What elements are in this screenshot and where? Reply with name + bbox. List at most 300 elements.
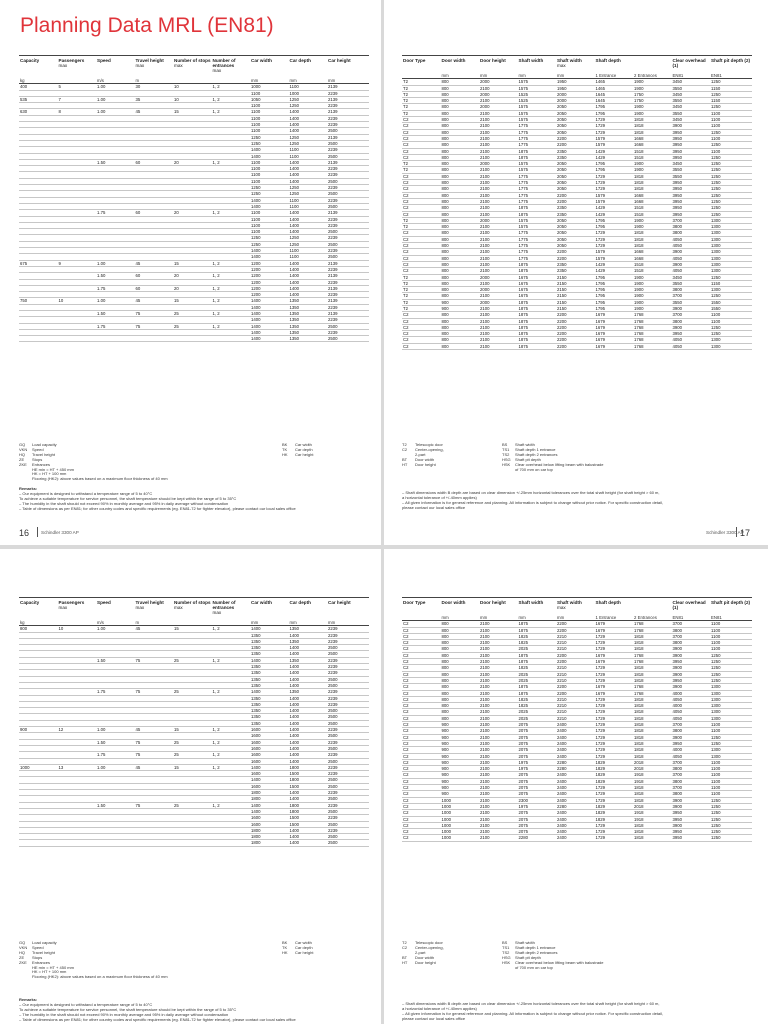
- table-cell: 1100: [710, 728, 752, 734]
- column-unit: mm: [556, 70, 595, 79]
- table-cell: 2500: [327, 676, 369, 682]
- table-cell: 800: [441, 79, 480, 85]
- table-cell: 1250: [710, 167, 752, 173]
- table-cell: 1795: [595, 104, 634, 110]
- table-cell: 900: [441, 778, 480, 784]
- table-cell: 2239: [327, 764, 369, 770]
- table-cell: 2210: [556, 703, 595, 709]
- remark-line: To achieve a suitable temperature for service personnel, the shaft temperature should be kept within the range of 5 to 35°C: [19, 1007, 237, 1012]
- table-cell: 1300: [710, 684, 752, 690]
- page-19: [384, 549, 768, 1024]
- table-cell: 2100: [479, 261, 518, 267]
- table-cell: 2100: [479, 85, 518, 91]
- table-cell: 1575: [518, 79, 557, 85]
- table-cell: 2210: [556, 633, 595, 639]
- table-cell: 800: [441, 621, 480, 627]
- column-unit: mm: [479, 612, 518, 621]
- table-cell: C2: [402, 829, 441, 835]
- table-cell: 800: [441, 110, 480, 116]
- table-cell: 1150: [710, 98, 752, 104]
- legend-value: Clear overhead below lifting beam with balustrade: [515, 959, 604, 965]
- table-cell: 60: [135, 159, 174, 165]
- table-cell: 2400: [556, 810, 595, 816]
- table-cell: 2239: [327, 329, 369, 335]
- table-cell: 2000: [479, 274, 518, 280]
- table-cell: 1400: [289, 159, 328, 165]
- table-cell: 1729: [595, 236, 634, 242]
- legend-row: [402, 463, 444, 468]
- table-cell: 2139: [327, 210, 369, 216]
- table-cell: 3800: [672, 778, 711, 784]
- table-cell: 1.00: [96, 626, 135, 632]
- table-cell: 3900: [672, 822, 711, 828]
- column-unit: 2 Entrances: [633, 70, 672, 79]
- column-unit: mm: [518, 612, 557, 621]
- table-cell: 2350: [556, 154, 595, 160]
- legend-doors: [402, 941, 444, 966]
- table-cell: 45: [135, 298, 174, 304]
- table-cell: 1400: [289, 210, 328, 216]
- table-cell: 45: [135, 260, 174, 266]
- table-cell: 1918: [633, 810, 672, 816]
- table-cell: 2500: [327, 808, 369, 814]
- table-cell: 1918: [633, 772, 672, 778]
- table-cell: 2050: [556, 186, 595, 192]
- table-cell: 35: [135, 96, 174, 102]
- table-cell: 1429: [595, 268, 634, 274]
- table-cell: 800: [441, 192, 480, 198]
- table-cell: C2: [402, 652, 441, 658]
- table-cell: 1825: [518, 640, 557, 646]
- table-cell: C2: [402, 797, 441, 803]
- legend-key: HQ: [19, 451, 25, 457]
- table-cell: 25: [173, 323, 212, 329]
- table-cell: 1818: [633, 696, 672, 702]
- table-cell: 1818: [633, 709, 672, 715]
- table-cell: 1818: [633, 117, 672, 123]
- table-cell: [173, 840, 212, 846]
- table-cell: 1729: [595, 665, 634, 671]
- table-cell: 1350: [289, 657, 328, 663]
- table-cell: 1525: [518, 98, 557, 104]
- column-unit: [173, 75, 212, 84]
- table-cell: 2050: [556, 236, 595, 242]
- table-cell: 1250: [289, 103, 328, 109]
- column-unit: m/s: [96, 617, 135, 626]
- remark-line: – All given information is for general reference and planning. All information is subject to change without prior notice. For specific construction detail,: [402, 500, 664, 505]
- table-cell: 2210: [556, 677, 595, 683]
- table-cell: 10: [58, 626, 97, 632]
- table-cell: C2: [402, 117, 441, 123]
- table-cell: 1775: [518, 186, 557, 192]
- footer-divider: [736, 527, 737, 537]
- table-cell: 9: [58, 260, 97, 266]
- table-cell: 2100: [479, 211, 518, 217]
- column-header: Shaft pit depth (2): [710, 56, 752, 71]
- legend-key: HK: [282, 451, 288, 457]
- table-cell: 3950: [672, 135, 711, 141]
- table-cell: T2: [402, 85, 441, 91]
- table-cell: 2500: [327, 777, 369, 783]
- table-cell: 25: [173, 802, 212, 808]
- table-cell: T2: [402, 299, 441, 305]
- table-cell: 1679: [595, 312, 634, 318]
- table-cell: 1400: [250, 689, 289, 695]
- table-cell: C2: [402, 722, 441, 728]
- column-header: Passengers max: [58, 56, 97, 76]
- table-cell: 1668: [633, 249, 672, 255]
- table-cell: 1.00: [96, 109, 135, 115]
- table-cell: 3450: [672, 274, 711, 280]
- table-cell: 1300: [710, 709, 752, 715]
- table-cell: 2500: [327, 651, 369, 657]
- table-cell: 800: [441, 85, 480, 91]
- table-cell: 800: [441, 186, 480, 192]
- table-cell: 1250: [710, 91, 752, 97]
- table-cell: [19, 336, 58, 342]
- table-cell: 1818: [633, 671, 672, 677]
- table-cell: 1579: [595, 142, 634, 148]
- remark-line: – Table of dimensions as per EN81; for other country codes and specific requirements (eg. EN81-72 for fighter elevator), please contact our local sales office: [19, 506, 296, 511]
- table-cell: 2075: [518, 816, 557, 822]
- table-cell: 1100: [710, 148, 752, 154]
- table-cell: 1250: [710, 822, 752, 828]
- table-cell: 2100: [479, 123, 518, 129]
- table-cell: 2100: [479, 822, 518, 828]
- table-cell: 1875: [518, 305, 557, 311]
- table-cell: 2200: [556, 690, 595, 696]
- table-cell: 1350: [289, 317, 328, 323]
- table-cell: 3950: [672, 186, 711, 192]
- table-cell: 4050: [672, 715, 711, 721]
- table-cell: 2500: [327, 241, 369, 247]
- table-cell: 25: [173, 310, 212, 316]
- table-cell: 1000: [441, 835, 480, 841]
- table-cell: 1775: [518, 255, 557, 261]
- legend-key: HK: [282, 949, 288, 955]
- table-cell: 2075: [518, 810, 557, 816]
- table-cell: C2: [402, 173, 441, 179]
- table-cell: 1100: [250, 222, 289, 228]
- table-row: [19, 840, 369, 846]
- table-cell: 10: [173, 84, 212, 90]
- table-cell: 2500: [327, 323, 369, 329]
- table-cell: [58, 336, 97, 342]
- table-cell: 1768: [633, 652, 672, 658]
- table-cell: 1400: [289, 279, 328, 285]
- legend-value: Load capacity: [32, 442, 57, 447]
- table-cell: 2075: [518, 829, 557, 835]
- table-cell: 1525: [518, 91, 557, 97]
- table-cell: C2: [402, 255, 441, 261]
- table-cell: 1668: [633, 142, 672, 148]
- table-cell: 1875: [518, 205, 557, 211]
- table-cell: 1400: [289, 796, 328, 802]
- table-cell: 2239: [327, 790, 369, 796]
- table-cell: 1400: [250, 304, 289, 310]
- table-cell: 800: [441, 331, 480, 337]
- table-cell: 2400: [556, 797, 595, 803]
- table-cell: 4050: [672, 343, 711, 349]
- table-cell: 2100: [479, 766, 518, 772]
- table-cell: C2: [402, 684, 441, 690]
- table-cell: 2400: [556, 791, 595, 797]
- table-cell: [212, 336, 251, 342]
- table-cell: C2: [402, 180, 441, 186]
- table-cell: 1400: [289, 229, 328, 235]
- table-cell: 2100: [479, 772, 518, 778]
- table-cell: 1100: [250, 166, 289, 172]
- table-cell: 1400: [289, 260, 328, 266]
- table-cell: 2075: [518, 822, 557, 828]
- table-cell: 3450: [672, 104, 711, 110]
- table-cell: T2: [402, 217, 441, 223]
- legend-shaft: [502, 941, 604, 970]
- table-cell: 25: [173, 657, 212, 663]
- table-cell: 1800: [250, 834, 289, 840]
- table-cell: 2100: [479, 829, 518, 835]
- remark-line: – Our equipment is designed to withstand a temperature range of 5 to 40°C: [19, 1002, 153, 1007]
- table-cell: 800: [441, 318, 480, 324]
- table-cell: 2210: [556, 665, 595, 671]
- table-cell: 2139: [327, 310, 369, 316]
- remark-line: – The humidity in the shaft should not exceed 90% in monthly average and 95% in daily average without condensation: [19, 1012, 229, 1017]
- column-header: Car width: [250, 56, 289, 76]
- table-cell: 1, 2: [212, 285, 251, 291]
- table-cell: 1, 2: [212, 310, 251, 316]
- table-body: [402, 621, 752, 841]
- table-cell: 1775: [518, 135, 557, 141]
- legend-value: Door width: [415, 954, 435, 960]
- table-cell: 1795: [595, 167, 634, 173]
- column-header: Number of entrances max: [212, 56, 251, 76]
- table-cell: 1875: [518, 659, 557, 665]
- table-cell: 1818: [633, 822, 672, 828]
- table-cell: 1829: [595, 759, 634, 765]
- legend-value: Speed: [32, 944, 44, 950]
- table-cell: 1818: [633, 785, 672, 791]
- table-cell: 1100: [710, 791, 752, 797]
- table-cell: C2: [402, 343, 441, 349]
- table-cell: 900: [441, 299, 480, 305]
- header-row: [19, 56, 369, 76]
- table-cell: 2350: [556, 205, 595, 211]
- table-cell: 800: [19, 626, 58, 632]
- table-cell: 2100: [479, 243, 518, 249]
- table-cell: 4050: [672, 753, 711, 759]
- column-subheader: max: [58, 63, 68, 68]
- table-cell: 1000: [441, 797, 480, 803]
- table-cell: 15: [173, 298, 212, 304]
- table-cell: 2100: [479, 135, 518, 141]
- table-cell: 1400: [289, 745, 328, 751]
- remarks-list: [402, 1001, 752, 1021]
- legend-car-dims: [282, 941, 313, 956]
- table-cell: 2239: [327, 266, 369, 272]
- table-cell: 2075: [518, 785, 557, 791]
- table-cell: 1100: [289, 197, 328, 203]
- table-cell: 1975: [518, 803, 557, 809]
- legend-key: BK: [282, 940, 288, 945]
- column-unit: 1 Entrance: [595, 70, 634, 79]
- table-cell: C2: [402, 192, 441, 198]
- table-cell: 800: [441, 123, 480, 129]
- table-cell: 1.00: [96, 764, 135, 770]
- table-cell: 2139: [327, 285, 369, 291]
- table-cell: 1, 2: [212, 727, 251, 733]
- table-cell: 800: [441, 665, 480, 671]
- table-cell: 1400: [250, 777, 289, 783]
- units-row: [402, 612, 752, 621]
- footer-brand: Schindler 3300 AP: [41, 530, 79, 535]
- table-cell: 2239: [327, 103, 369, 109]
- table-cell: 2139: [327, 109, 369, 115]
- table-cell: 4050: [672, 268, 711, 274]
- table-cell: 2100: [479, 740, 518, 746]
- table-cell: C2: [402, 734, 441, 740]
- table-cell: 2100: [479, 343, 518, 349]
- table-cell: 2100: [479, 677, 518, 683]
- table-cell: 13: [58, 764, 97, 770]
- table-cell: 2100: [479, 293, 518, 299]
- table-cell: 400: [19, 84, 58, 90]
- table-cell: T2: [402, 104, 441, 110]
- table-cell: 2075: [518, 734, 557, 740]
- table-cell: 1795: [595, 305, 634, 311]
- table-cell: 1550: [710, 299, 752, 305]
- remark-line: – All given information is for general reference and planning. All information is subject to change without prior notice. For specific construction detail,: [402, 1011, 664, 1016]
- table-cell: 1818: [633, 734, 672, 740]
- table-cell: 1900: [633, 104, 672, 110]
- legend-value: Speed: [32, 446, 44, 452]
- table-cell: 1668: [633, 192, 672, 198]
- legend-value: Telescopic door: [415, 940, 443, 945]
- table-cell: 1100: [710, 123, 752, 129]
- table-cell: 1350: [250, 632, 289, 638]
- table-cell: 2500: [327, 128, 369, 134]
- remark-line: – Shaft dimensions width B depth are based on clear dimension +/-25mm horizontal tolerances over the total shaft height (for shaft height > 60 m,: [402, 1001, 660, 1006]
- table-cell: 4000: [672, 703, 711, 709]
- table-cell: 800: [441, 709, 480, 715]
- table-cell: 2239: [327, 689, 369, 695]
- table-cell: 2210: [556, 709, 595, 715]
- table-cell: 1729: [595, 123, 634, 129]
- table-cell: [96, 840, 135, 846]
- table-body: [402, 79, 752, 350]
- table-cell: 1775: [518, 180, 557, 186]
- table-cell: 1818: [633, 753, 672, 759]
- table-cell: 2050: [556, 117, 595, 123]
- table-cell: 2210: [556, 646, 595, 652]
- column-unit: mm: [479, 70, 518, 79]
- table-cell: 2400: [556, 734, 595, 740]
- table-cell: 2200: [556, 621, 595, 627]
- table-cell: 1, 2: [212, 159, 251, 165]
- table-cell: 800: [441, 671, 480, 677]
- table-cell: 1829: [595, 816, 634, 822]
- legend-value: Stops: [32, 456, 43, 462]
- table-cell: 2139: [327, 298, 369, 304]
- table-cell: 800: [441, 703, 480, 709]
- table-cell: 1818: [633, 186, 672, 192]
- table-cell: 1675: [518, 287, 557, 293]
- table-cell: 2100: [479, 627, 518, 633]
- column-subheader: max: [58, 605, 68, 610]
- column-unit: mm: [289, 75, 328, 84]
- table-cell: 1575: [518, 85, 557, 91]
- table-cell: 2100: [479, 129, 518, 135]
- table-cell: 60: [135, 285, 174, 291]
- table-cell: 800: [441, 287, 480, 293]
- table-cell: 1.75: [96, 752, 135, 758]
- table-cell: C2: [402, 703, 441, 709]
- column-header: Door width: [441, 598, 480, 613]
- table-cell: 1900: [633, 224, 672, 230]
- table-cell: 1800: [289, 777, 328, 783]
- table-cell: 1900: [633, 287, 672, 293]
- column-header: Door width: [441, 56, 480, 71]
- table-cell: 3550: [672, 85, 711, 91]
- table-cell: 1400: [289, 128, 328, 134]
- table-cell: T2: [402, 161, 441, 167]
- column-unit: [212, 75, 251, 84]
- table-cell: 2100: [479, 803, 518, 809]
- table-cell: 1875: [518, 331, 557, 337]
- table-cell: 8: [58, 109, 97, 115]
- table-cell: 630: [19, 109, 58, 115]
- table-cell: 2500: [327, 783, 369, 789]
- table-cell: 1200: [250, 273, 289, 279]
- table-cell: 1250: [289, 241, 328, 247]
- legend-key: BK: [282, 442, 288, 447]
- column-header: Number of stops max: [173, 56, 212, 76]
- table-cell: 1300: [710, 249, 752, 255]
- table-cell: C2: [402, 211, 441, 217]
- table-cell: 1300: [710, 261, 752, 267]
- table-cell: 2239: [327, 657, 369, 663]
- table-cell: 1350: [289, 298, 328, 304]
- table-cell: 1768: [633, 337, 672, 343]
- column-unit: EN81: [672, 612, 711, 621]
- column-subheader: max: [174, 605, 183, 610]
- table-cell: 1400: [250, 310, 289, 316]
- table-cell: 1100: [710, 110, 752, 116]
- table-cell: 2150: [556, 287, 595, 293]
- table-cell: 2075: [518, 740, 557, 746]
- column-unit: mm: [441, 70, 480, 79]
- remarks-right: [402, 490, 752, 510]
- table-cell: 1579: [595, 249, 634, 255]
- table-cell: 7: [58, 96, 97, 102]
- table-cell: 1875: [518, 337, 557, 343]
- table-cell: 900: [441, 785, 480, 791]
- table-cell: 2280: [556, 759, 595, 765]
- table-cell: 1518: [633, 211, 672, 217]
- table-cell: 2500: [327, 714, 369, 720]
- table-cell: 4050: [672, 337, 711, 343]
- remark-line: – Table of dimensions as per EN81; for other country codes and specific requirements (eg. EN81-72 for fighter elevator), please contact our local sales office: [19, 1017, 296, 1022]
- column-unit: mm: [250, 617, 289, 626]
- table-cell: 1800: [250, 827, 289, 833]
- table-cell: 1729: [595, 180, 634, 186]
- table-cell: 3800: [672, 230, 711, 236]
- table-cell: 1000: [441, 810, 480, 816]
- table-cell: 1795: [595, 224, 634, 230]
- table-cell: 75: [135, 323, 174, 329]
- legend-value: HE min = HT + 450 mm: [32, 964, 74, 970]
- table-cell: 2150: [556, 305, 595, 311]
- table-cell: 1818: [633, 797, 672, 803]
